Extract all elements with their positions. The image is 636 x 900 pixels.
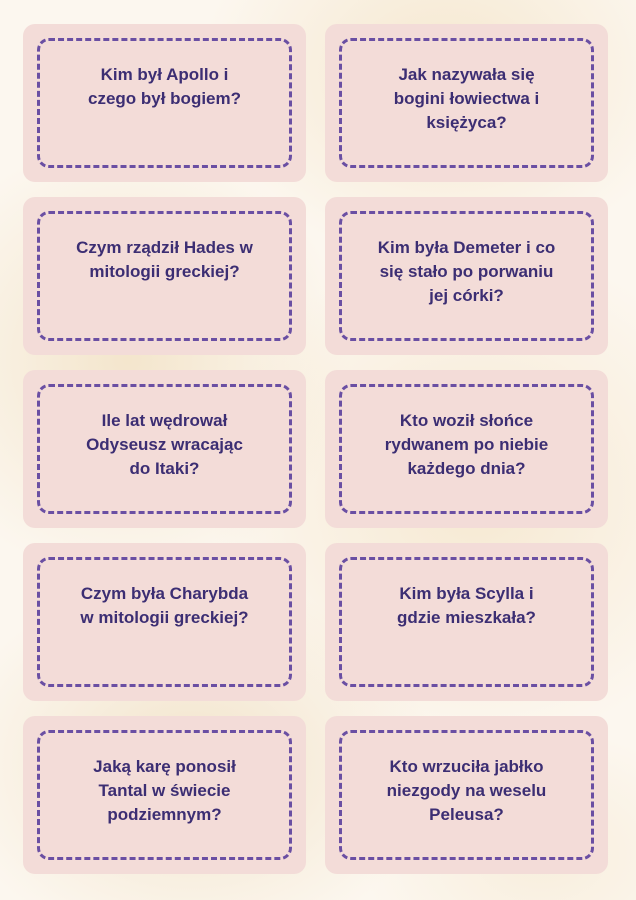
question-card-demeter [325, 197, 608, 355]
card-question: Kim była Scylla i gdzie mieszkała? [397, 584, 536, 627]
dashed-frame [37, 557, 292, 687]
question-card-scylla [325, 543, 608, 701]
question-card-eris [325, 716, 608, 874]
dashed-frame [37, 384, 292, 514]
dashed-frame [339, 384, 594, 514]
card-question: Kim była Demeter i co się stało po porwaniu jej córki? [377, 238, 556, 305]
question-card-hades [23, 197, 306, 355]
dashed-frame [37, 38, 292, 168]
card-question: Kto woził słońce rydwanem po niebie każdego dnia? [384, 411, 549, 478]
dashed-frame [37, 211, 292, 341]
card-question: Czym była Charybda w mitologii greckiej? [80, 584, 249, 627]
card-question: Ile lat wędrował Odyseusz wracając do Itaki? [86, 411, 243, 478]
question-card-helios [325, 370, 608, 528]
card-question: Jak nazywała się bogini łowiectwa i księżyca? [393, 65, 540, 132]
dashed-frame [339, 211, 594, 341]
question-card-tantalus [23, 716, 306, 874]
question-card-charybdis [23, 543, 306, 701]
question-card-odysseus [23, 370, 306, 528]
card-question: Kim był Apollo i czego był bogiem? [87, 65, 242, 108]
dashed-frame [339, 730, 594, 860]
card-question: Czym rządził Hades w mitologii greckiej? [76, 238, 253, 281]
card-question: Kto wrzuciła jabłko niezgody na weselu Peleusa? [386, 757, 547, 824]
question-card-apollo [23, 24, 306, 182]
question-card-artemis [325, 24, 608, 182]
dashed-frame [339, 557, 594, 687]
dashed-frame [37, 730, 292, 860]
card-question: Jaką karę ponosił Tantal w świecie podziemnym? [93, 757, 236, 824]
dashed-frame [339, 38, 594, 168]
